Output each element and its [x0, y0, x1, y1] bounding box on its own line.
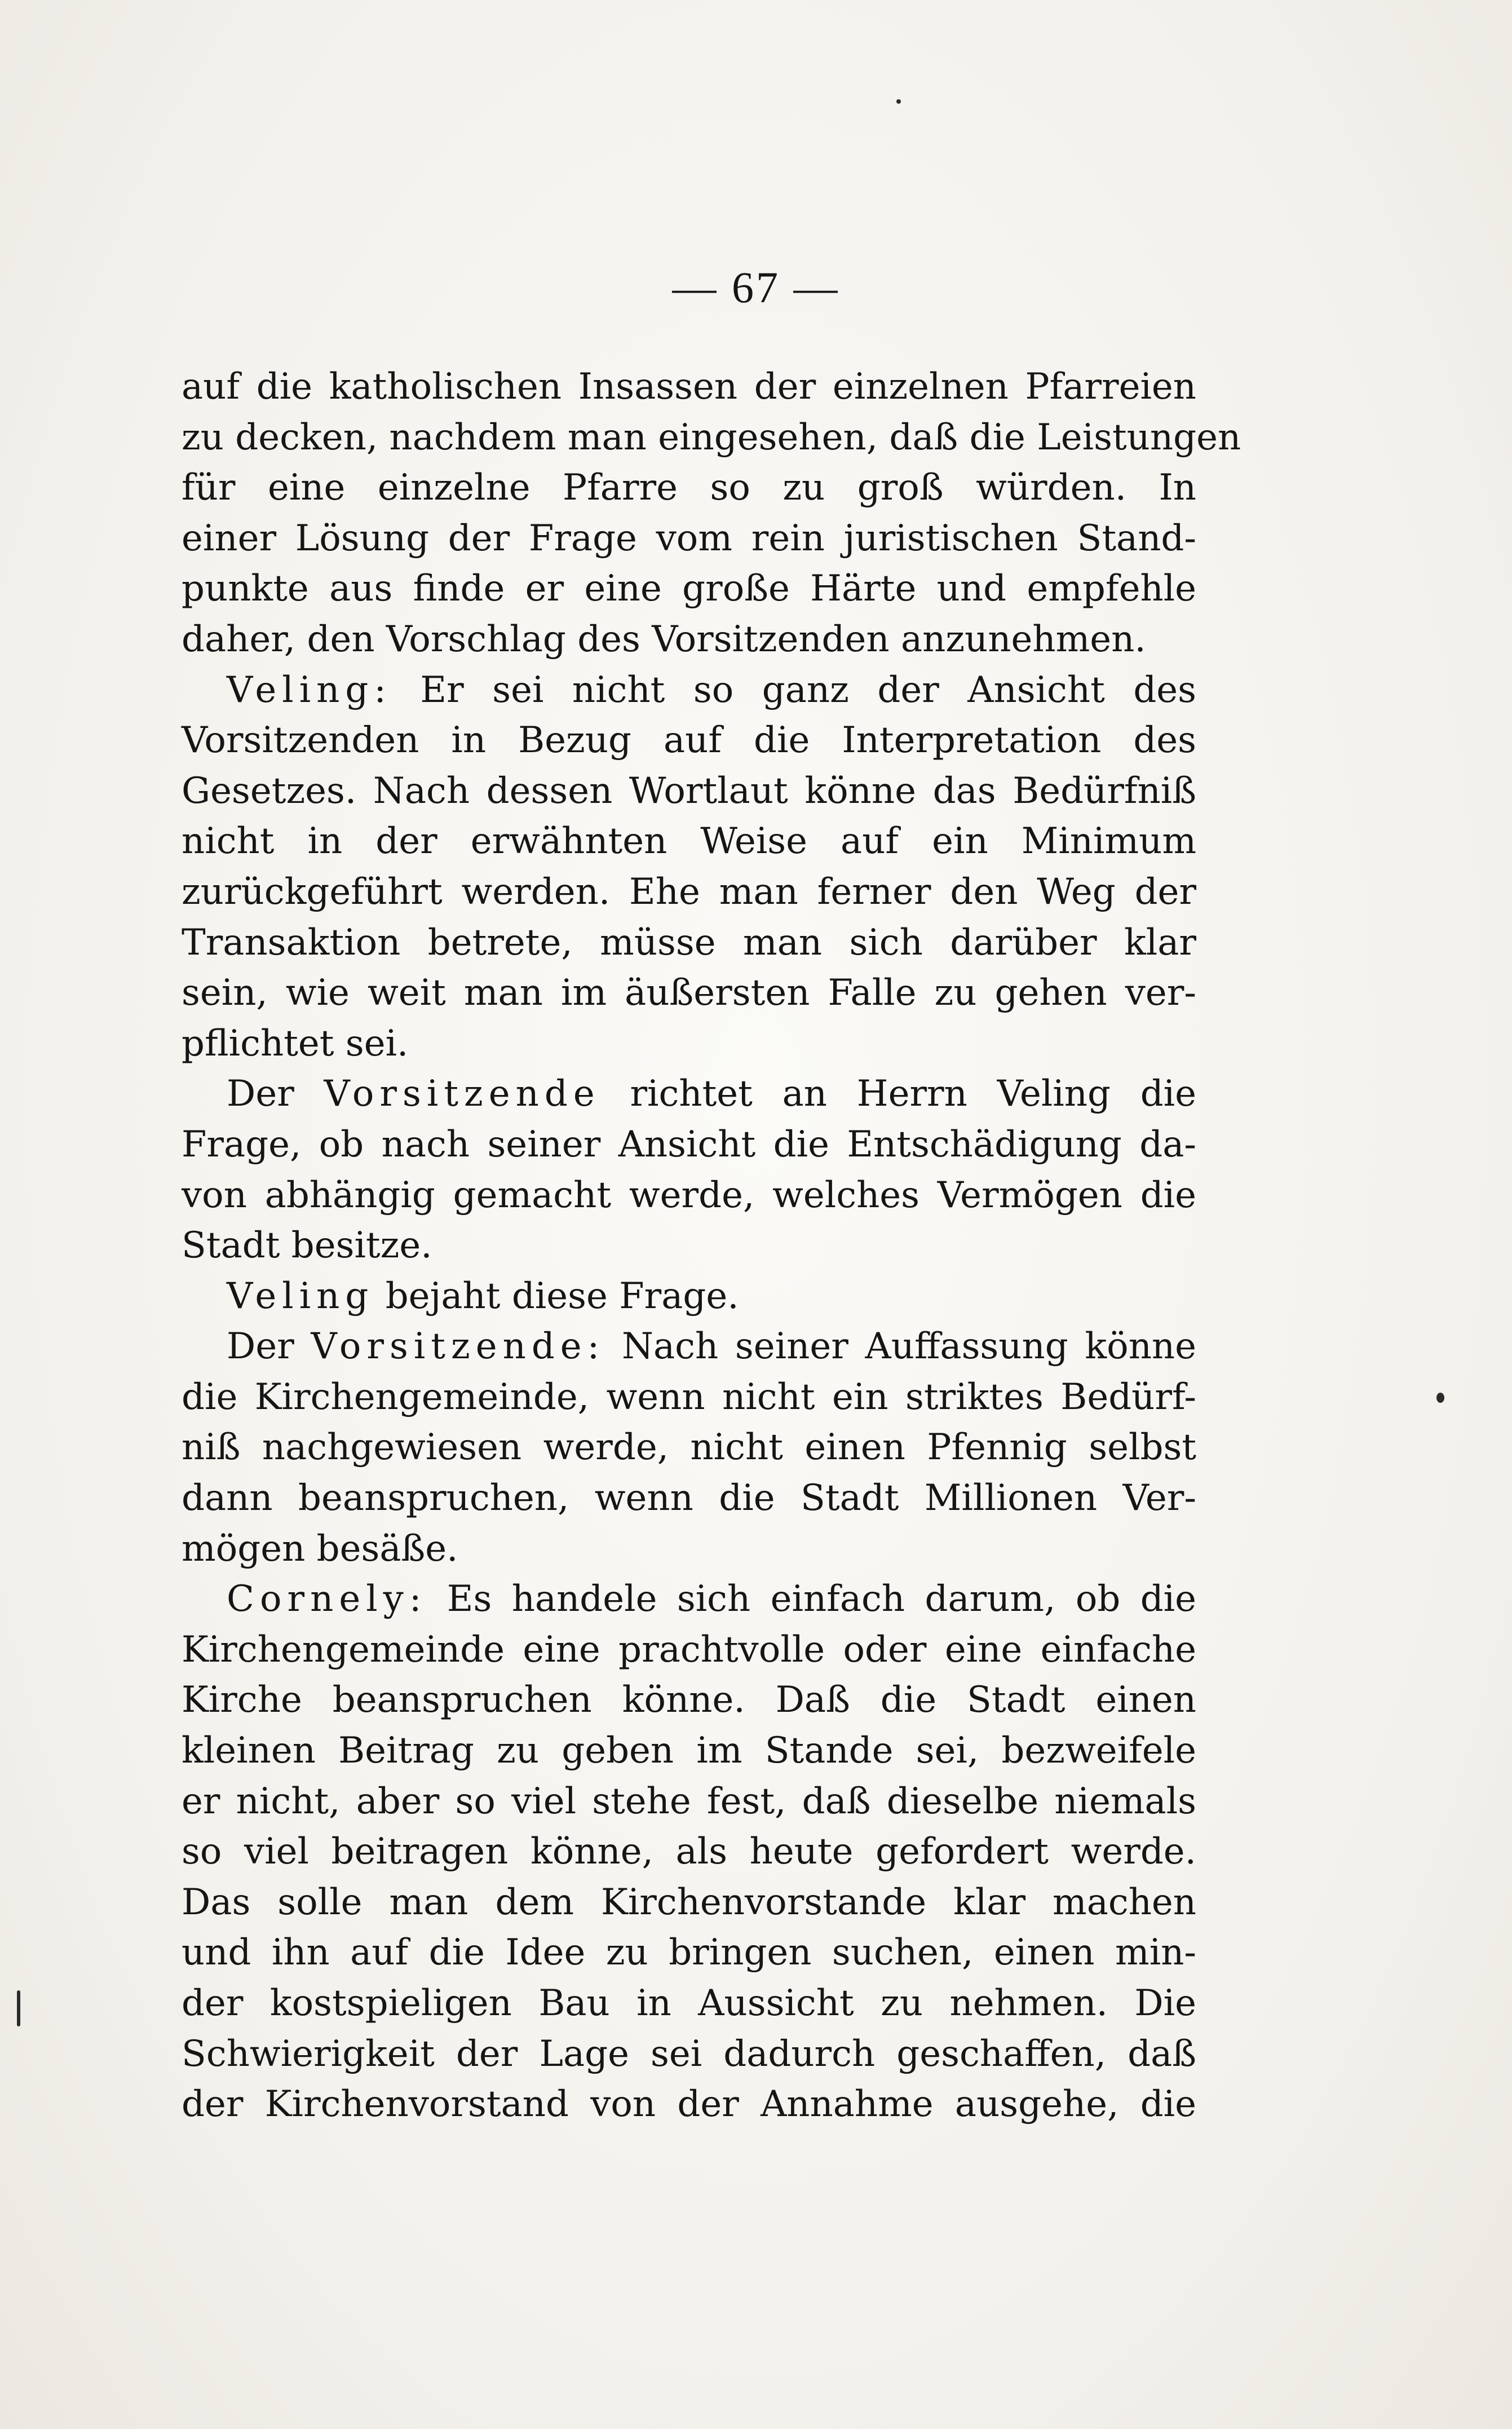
line-text: er nicht, aber so viel stehe fest, daß dieselbe niemals	[182, 1780, 1196, 1822]
text-line	[182, 716, 1196, 766]
line-text: pflichtet sei.	[182, 1022, 409, 1065]
line-text: Kirche beanspruchen könne. Daß die Stadt einen	[182, 1679, 1196, 1721]
line-text: Vorsitzenden in Bezug auf die Interpretation des	[182, 719, 1196, 762]
line-text: zu decken, nachdem man eingesehen, daß die Leistungen	[182, 416, 1241, 458]
text-line	[182, 362, 1196, 413]
body-text	[182, 362, 1241, 2130]
line-text: der Kirchenvorstand von der Annahme ausgehe, die	[182, 2083, 1196, 2126]
line-text: von abhängig gemacht werde, welches Vermögen die	[182, 1174, 1196, 1216]
speaker-name: Veling:	[227, 669, 392, 711]
text-line	[182, 766, 1196, 817]
line-text: richtet an Herrn Veling die	[630, 1073, 1196, 1115]
text-line	[182, 2079, 1196, 2130]
line-text: Gesetzes. Nach dessen Wortlaut könne das Bedürfniß	[182, 770, 1196, 812]
line-text: zurückgeführt werden. Ehe man ferner den Weg der	[182, 871, 1196, 913]
text-line	[182, 2029, 1196, 2080]
paper-speck	[896, 99, 901, 104]
line-text: daher, den Vorschlag des Vorsitzenden anzunehmen.	[182, 618, 1146, 660]
text-line	[182, 1928, 1196, 1978]
text-line	[182, 1019, 1196, 1070]
line-text: Frage, ob nach seiner Ansicht die Entschädigung da-	[182, 1123, 1196, 1165]
text-line	[182, 1878, 1196, 1928]
line-text: für eine einzelne Pfarre so zu groß würden. In	[182, 467, 1196, 509]
line-text: kleinen Beitrag zu geben im Stande sei, bezweifele	[182, 1730, 1196, 1772]
page-number: — 67 —	[672, 263, 840, 312]
line-text: die Kirchengemeinde, wenn nicht ein striktes Bedürf-	[182, 1376, 1196, 1418]
line-text: niß nachgewiesen werde, nicht einen Pfennig selbst	[182, 1427, 1196, 1469]
text-line	[182, 1069, 1196, 1120]
line-text: sein, wie weit man im äußersten Falle zu gehen ver-	[182, 972, 1196, 1014]
line-text: Transaktion betrete, müsse man sich darüber klar	[182, 921, 1196, 964]
line-text: Der	[227, 1073, 294, 1115]
speaker-name: Veling	[227, 1275, 374, 1317]
paper-speck	[1436, 1393, 1444, 1403]
text-line	[182, 463, 1196, 514]
line-text: Kirchengemeinde eine prachtvolle oder eine einfache	[182, 1628, 1196, 1671]
text-line	[182, 1120, 1196, 1171]
speaker-name: Vorsitzende	[324, 1073, 600, 1115]
line-text: der kostspieligen Bau in Aussicht zu nehmen. Die	[182, 1982, 1196, 2024]
text-line	[182, 564, 1196, 615]
text-line	[182, 867, 1196, 918]
line-text: Schwierigkeit der Lage sei dadurch geschaffen, daß	[182, 2033, 1196, 2075]
line-text: dann beanspruchen, wenn die Stadt Millionen Ver-	[182, 1477, 1196, 1520]
text-line	[182, 665, 1196, 716]
text-line	[182, 1221, 1196, 1271]
text-line	[182, 1372, 1196, 1423]
text-line	[182, 1171, 1196, 1221]
text-line	[182, 514, 1196, 564]
text-line	[182, 1726, 1196, 1777]
paper-speck	[17, 1990, 20, 2026]
line-text: Es handele sich einfach darum, ob die	[446, 1578, 1197, 1620]
text-line	[182, 413, 1241, 463]
line-text: einer Lösung der Frage vom rein juristischen Stand-	[182, 517, 1196, 559]
line-text: auf die katholischen Insassen der einzelnen Pfarreien	[182, 366, 1196, 408]
line-text: bejaht diese Frage.	[385, 1275, 739, 1317]
text-line	[182, 1625, 1196, 1676]
line-text: Nach seiner Auffassung könne	[621, 1326, 1197, 1368]
line-text: Das solle man dem Kirchenvorstande klar machen	[182, 1881, 1196, 1923]
text-line	[182, 1473, 1196, 1524]
line-text: Der	[227, 1326, 294, 1368]
line-text: nicht in der erwähnten Weise auf ein Minimum	[182, 820, 1196, 863]
text-line	[182, 1827, 1196, 1878]
text-line	[182, 1978, 1196, 2029]
text-line	[182, 968, 1196, 1019]
line-text: punkte aus finde er eine große Härte und empfehle	[182, 568, 1196, 610]
text-line	[182, 918, 1196, 969]
speaker-name: Cornely:	[227, 1578, 427, 1620]
line-text: und ihn auf die Idee zu bringen suchen, einen min-	[182, 1932, 1196, 1974]
line-text: Stadt besitze.	[182, 1225, 432, 1267]
text-line	[182, 1322, 1196, 1372]
line-text: so viel beitragen könne, als heute gefordert werde.	[182, 1831, 1196, 1873]
speaker-name: Vorsitzende:	[311, 1326, 605, 1368]
text-line	[182, 1271, 1196, 1322]
line-text: Er sei nicht so ganz der Ansicht des	[420, 669, 1197, 711]
text-line	[182, 1574, 1196, 1625]
text-line	[182, 1675, 1196, 1726]
line-text: mögen besäße.	[182, 1527, 458, 1570]
text-line	[182, 615, 1196, 665]
text-line	[182, 1423, 1196, 1473]
text-line	[182, 1777, 1196, 1827]
text-line	[182, 816, 1196, 867]
text-line	[182, 1524, 1196, 1575]
